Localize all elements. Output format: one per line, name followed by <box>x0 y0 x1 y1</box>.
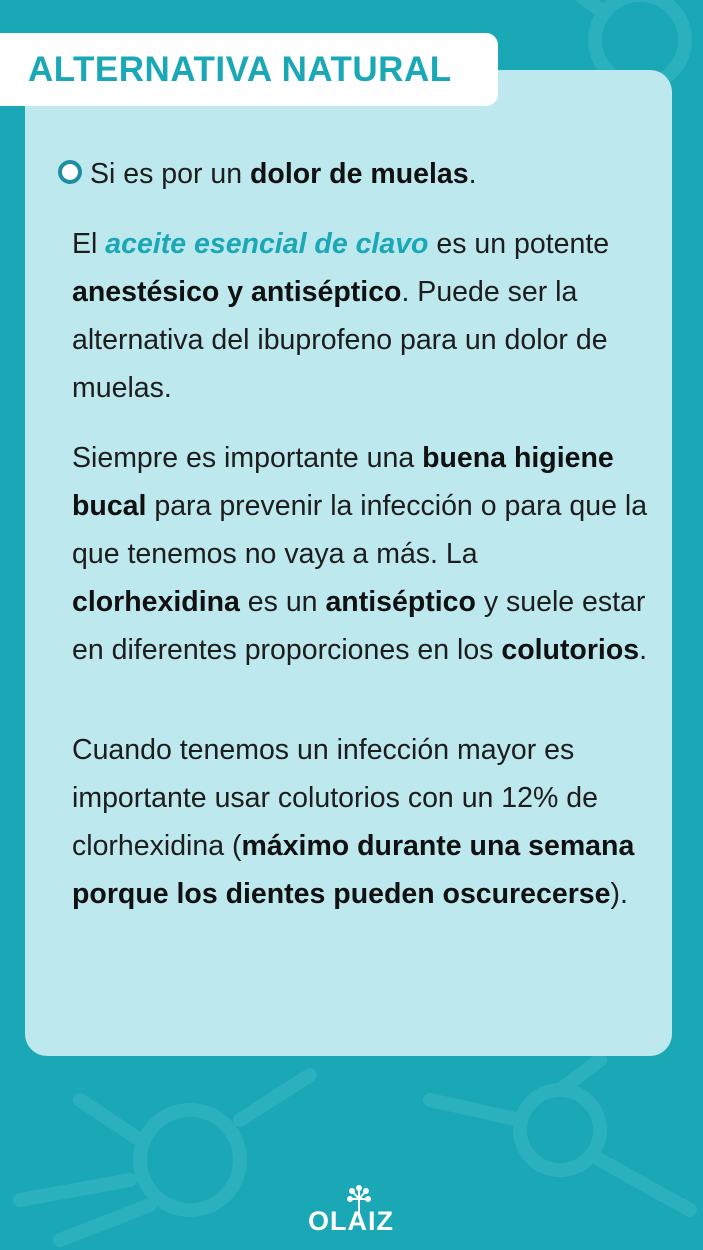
paragraph-clove-oil: El aceite esencial de clavo es un potente anestésico y antiséptico. Puede ser la alternativa del ibuprofeno para un dolor de muelas. <box>72 228 610 404</box>
title-banner <box>0 33 498 106</box>
bullet-heading: Si es por un dolor de muelas. <box>58 150 652 198</box>
olaiz-logo <box>296 1185 406 1245</box>
bullet-circle-icon <box>58 160 82 184</box>
clove-oil-highlight: aceite esencial de clavo <box>105 228 429 260</box>
content-text <box>72 150 652 918</box>
page-title: ALTERNATIVA NATURAL <box>28 49 452 89</box>
paragraph-oral-hygiene: Siempre es importante una buena higiene bucal para prevenir la infección o para que la que tenemos no vaya a más. La clorhexidina es un antiséptico y suele estar en diferentes proporciones en los colutorios. <box>72 442 648 666</box>
logo-text: OLAIZ <box>308 1206 394 1236</box>
paragraph-infection: Cuando tenemos un infección mayor es importante usar colutorios con un 12% de clorhexidina (máximo durante una semana porque los dientes pueden oscurecerse). <box>72 734 635 910</box>
